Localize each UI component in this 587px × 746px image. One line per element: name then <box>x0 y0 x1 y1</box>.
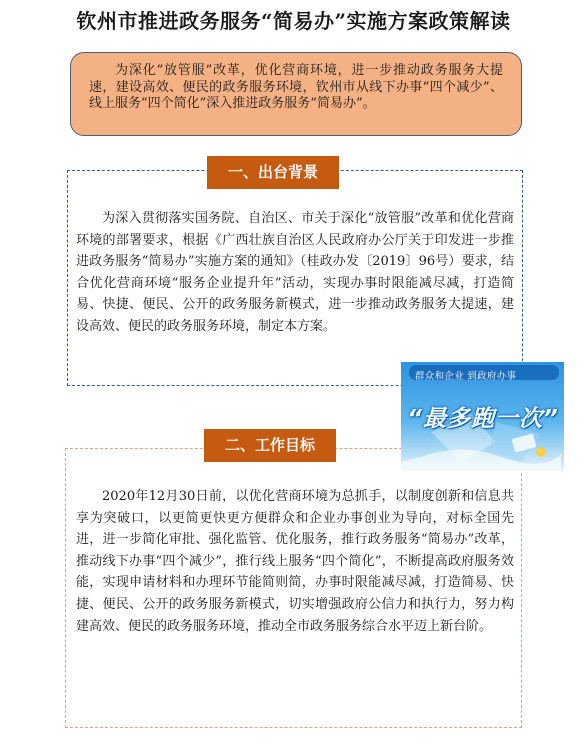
run-once-banner-image <box>401 362 564 471</box>
intro-text: 为深化“放管服”改革，优化营商环境，进一步推动政务服务大提速，建设高效、便民的政务服务环境，钦州市从线下办事“四个减少”、线上服务“四个简化”深入推进政务服务“简易办”。 <box>89 63 503 111</box>
page-title: 钦州市推进政务服务“简易办”实施方案政策解读 <box>76 9 511 33</box>
banner-main-text: “最多跑一次” <box>407 406 559 432</box>
section-goals-text: 2020年12月30日前，以优化营商环境为总抓手，以制度创新和信息共享为突破口，以更简更快更方便群众和企业办事创业为导向，对标全国先进，进一步简化审批、强化监管、优化服务，推行政务服务“简易办”改革，推动线下办事“四个减少”，推行线上服务“四个简化”，不断提高政府服务效能，实现申请材料和办理环节能简则简，办事时限能减尽减，打造简易、快捷、便民、公开的政务服务新模式，切实增强政府公信力和执行力，努力构建高效、便民的政务服务环境，推动全市政务服务综合水平迈上新台阶。 <box>76 489 514 634</box>
section-heading-background: 一、出台背景 <box>207 156 339 189</box>
section-background-text: 为深入贯彻落实国务院、自治区、市关于深化“放管服”改革和优化营商环境的部署要求，根据《广西壮族自治区人民政府办公厅关于印发进一步推进政务服务“简易办”实施方案的通知》（桂政办发〔2019〕96号）要求，结合优化营商环境“服务企业提升年”活动，实现办事时限能减尽减，打造简易、快捷、便民、公开的政务服务新模式，进一步推动政务服务大提速，建设高效、便民的政务服务环境，制定本方案。 <box>76 211 514 334</box>
section-heading-goals: 二、工作目标 <box>204 429 336 462</box>
banner-top-text: 群众和企业 到政府办事 <box>415 371 517 382</box>
intro-box <box>70 52 522 136</box>
